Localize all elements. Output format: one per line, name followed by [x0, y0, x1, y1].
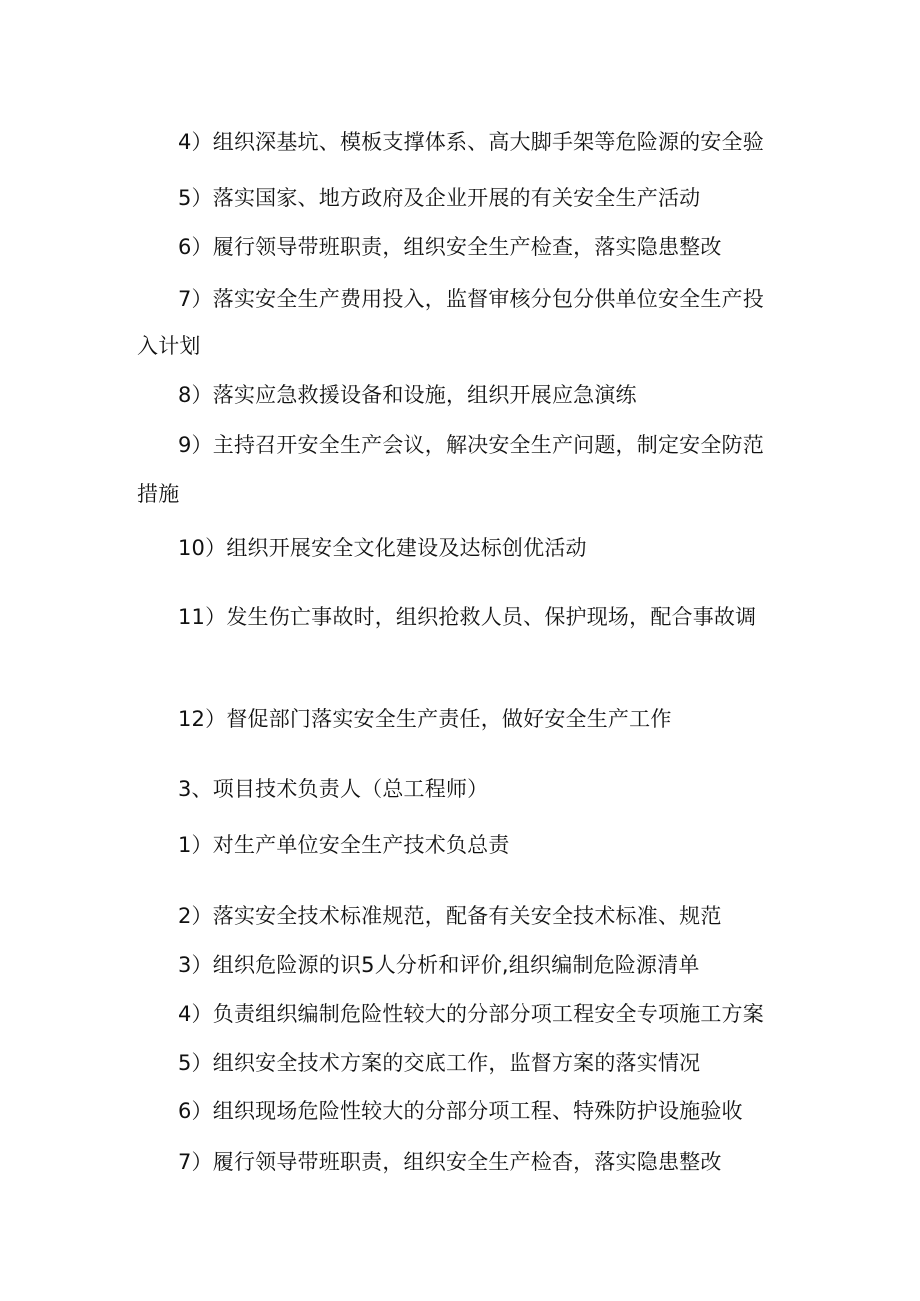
text-line: 4）组织深基坑、模板支撑体系、高大脚手架等危险源的安全验: [178, 130, 764, 154]
text-line: 7）履行领导带班职责，组织安全生产检杳，落实隐患整改: [178, 1150, 722, 1174]
text-line-continuation: 措施: [137, 482, 180, 506]
text-line: 11）发生伤亡事故时，组织抢救人员、保护现场，配合事故调: [178, 605, 757, 629]
text-line: 12）督促部门落实安全生产责任，做好安全生产工作: [178, 707, 672, 731]
text-line: 1）对生产单位安全生产技术负总责: [178, 833, 510, 857]
text-line-continuation: 入计划: [137, 334, 201, 358]
text-line: 4）负责组织编制危险性较大的分部分项工程安全专项施工方案: [178, 1002, 764, 1026]
text-line: 10）组织开展安全文化建设及达标创优活动: [178, 536, 587, 560]
text-line: 3）组织危险源的识5人分析和评价,组织编制危险源清单: [178, 953, 700, 977]
text-line: 8）落实应急救援设备和设施，组织开展应急演练: [178, 383, 637, 407]
text-line: 2）落实安全技术标准规范，配备有关安全技术标准、规范: [178, 904, 722, 928]
text-line: 6）履行领导带班职责，组织安全生产检查，落实隐患整改: [178, 235, 722, 259]
text-line: 5）落实国家、地方政府及企业开展的有关安全生产活动: [178, 186, 701, 210]
text-line: 9）主持召开安全生产会议，解决安全生产问题，制定安全防范: [178, 433, 764, 457]
text-line: 7）落实安全生产费用投入，监督审核分包分供单位安全生产投: [178, 287, 764, 311]
text-line: 5）组织安全技术方案的交底工作，监督方案的落实情况: [178, 1051, 701, 1075]
section-heading: 3、项目技术负责人（总工程师）: [178, 777, 489, 801]
text-line: 6）组织现场危险性较大的分部分项工程、特殊防护设施验收: [178, 1099, 743, 1123]
